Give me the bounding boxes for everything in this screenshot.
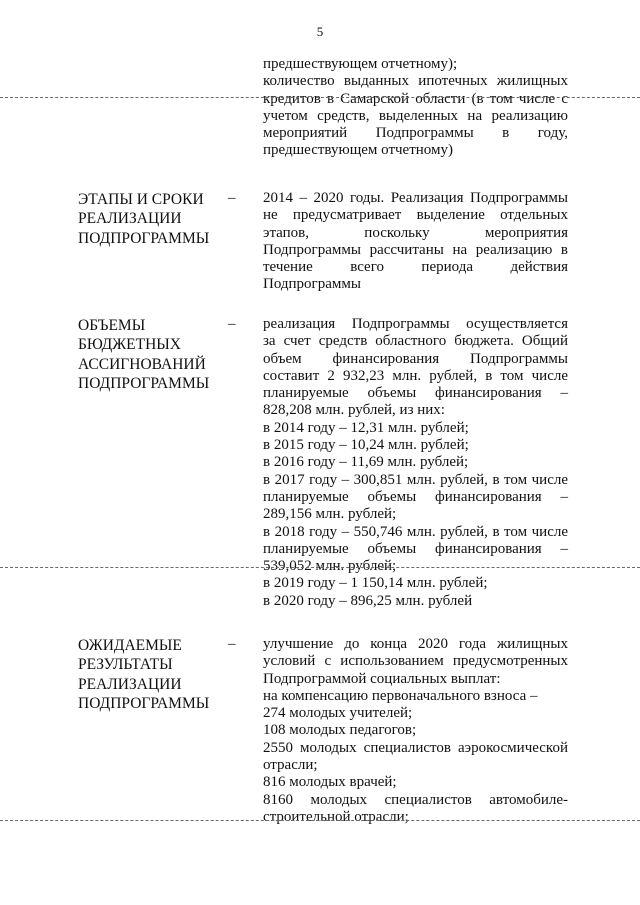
- text-line: составит 2 932,23 млн. рублей, в том числе: [263, 367, 568, 384]
- label-line: АССИГНОВАНИЙ: [78, 355, 206, 373]
- section-dash: –: [228, 636, 236, 652]
- text-line: в 2014 году – 12,31 млн. рублей;: [263, 419, 469, 436]
- label-line: ПОДПРОГРАММЫ: [78, 229, 210, 247]
- section-label: [78, 636, 209, 713]
- text-line: 108 молодых педагогов;: [263, 722, 417, 739]
- text-line: 2550 молодых специалистов аэрокосмической: [263, 739, 568, 756]
- section-label: [78, 190, 209, 248]
- label-line: БЮДЖЕТНЫХ: [78, 336, 181, 354]
- section-dash: –: [228, 190, 236, 206]
- continuation-text: [263, 56, 568, 160]
- text-line: планируемые объемы финансирования –: [263, 540, 568, 557]
- text-line: Подпрограммы: [263, 276, 361, 293]
- text-line: учетом средств, выделенных на реализацию: [263, 107, 568, 124]
- text-line: в 2018 году – 550,746 млн. рублей, в том числе: [263, 523, 568, 540]
- label-line: РЕАЛИЗАЦИИ: [78, 675, 182, 693]
- text-line: улучшение до конца 2020 года жилищных: [263, 636, 568, 652]
- label-line: РЕАЛИЗАЦИИ: [78, 210, 182, 228]
- text-line: планируемые объемы финансирования –: [263, 385, 568, 402]
- section-content: [263, 636, 568, 826]
- text-line: за счет средств областного бюджета. Общий: [263, 333, 568, 350]
- section-label: [78, 316, 209, 393]
- text-line: 2014 – 2020 годы. Реализация Подпрограммы: [263, 190, 568, 206]
- text-line: кредитов в Самарской области (в том числе с: [263, 90, 568, 107]
- text-line: реализация Подпрограммы осуществляется: [263, 316, 568, 332]
- text-line: 8160 молодых специалистов автомобиле-: [263, 791, 568, 808]
- text-line: предшествующем отчетному);: [263, 56, 458, 72]
- text-line: строительной отрасли;: [263, 808, 409, 825]
- text-line: в 2016 году – 11,69 млн. рублей;: [263, 454, 469, 471]
- text-line: Подпрограммы рассчитаны на реализацию в: [263, 241, 568, 258]
- label-line: ОЖИДАЕМЫЕ: [78, 637, 182, 654]
- label-line: ПОДПРОГРАММЫ: [78, 374, 210, 392]
- text-line: условий с использованием предусмотренных: [263, 653, 568, 670]
- text-line: отрасли;: [263, 757, 318, 774]
- label-line: РЕЗУЛЬТАТЫ: [78, 656, 173, 674]
- text-line: в 2020 году – 896,25 млн. рублей: [263, 592, 473, 609]
- text-line: объем финансирования Подпрограммы: [263, 350, 568, 367]
- text-line: 816 молодых врачей;: [263, 774, 397, 791]
- section-content: [263, 316, 568, 610]
- text-line: течение всего периода действия: [263, 259, 568, 276]
- text-line: 274 молодых учителей;: [263, 705, 413, 722]
- text-line: планируемые объемы финансирования –: [263, 488, 568, 505]
- text-line: мероприятий Подпрограммы в году,: [263, 125, 568, 142]
- dashed-fold-line: [0, 820, 640, 821]
- label-line: ПОДПРОГРАММЫ: [78, 694, 210, 712]
- text-line: предшествующем отчетному): [263, 142, 453, 159]
- text-line: 289,156 млн. рублей;: [263, 506, 397, 523]
- section-dash: –: [228, 316, 236, 332]
- text-line: этапов, поскольку мероприятия: [263, 224, 568, 241]
- dashed-fold-line: [0, 567, 640, 568]
- text-line: не предусматривает выделение отдельных: [263, 207, 568, 224]
- label-line: ЭТАПЫ И СРОКИ: [78, 191, 204, 208]
- text-line: в 2019 году – 1 150,14 млн. рублей;: [263, 575, 488, 592]
- text-line: в 2015 году – 10,24 млн. рублей;: [263, 437, 469, 454]
- dashed-fold-line: [0, 97, 640, 98]
- text-line: количество выданных ипотечных жилищных: [263, 73, 568, 90]
- label-line: ОБЪЕМЫ: [78, 317, 146, 334]
- text-line: 828,208 млн. рублей, из них:: [263, 402, 445, 419]
- section-content: [263, 190, 568, 294]
- text-line: на компенсацию первоначального взноса –: [263, 687, 538, 704]
- text-line: Подпрограммой социальных выплат:: [263, 670, 501, 687]
- text-line: 539,052 млн. рублей;: [263, 558, 397, 575]
- page-number: 5: [316, 24, 324, 39]
- text-line: в 2017 году – 300,851 млн. рублей, в том числе: [263, 471, 568, 488]
